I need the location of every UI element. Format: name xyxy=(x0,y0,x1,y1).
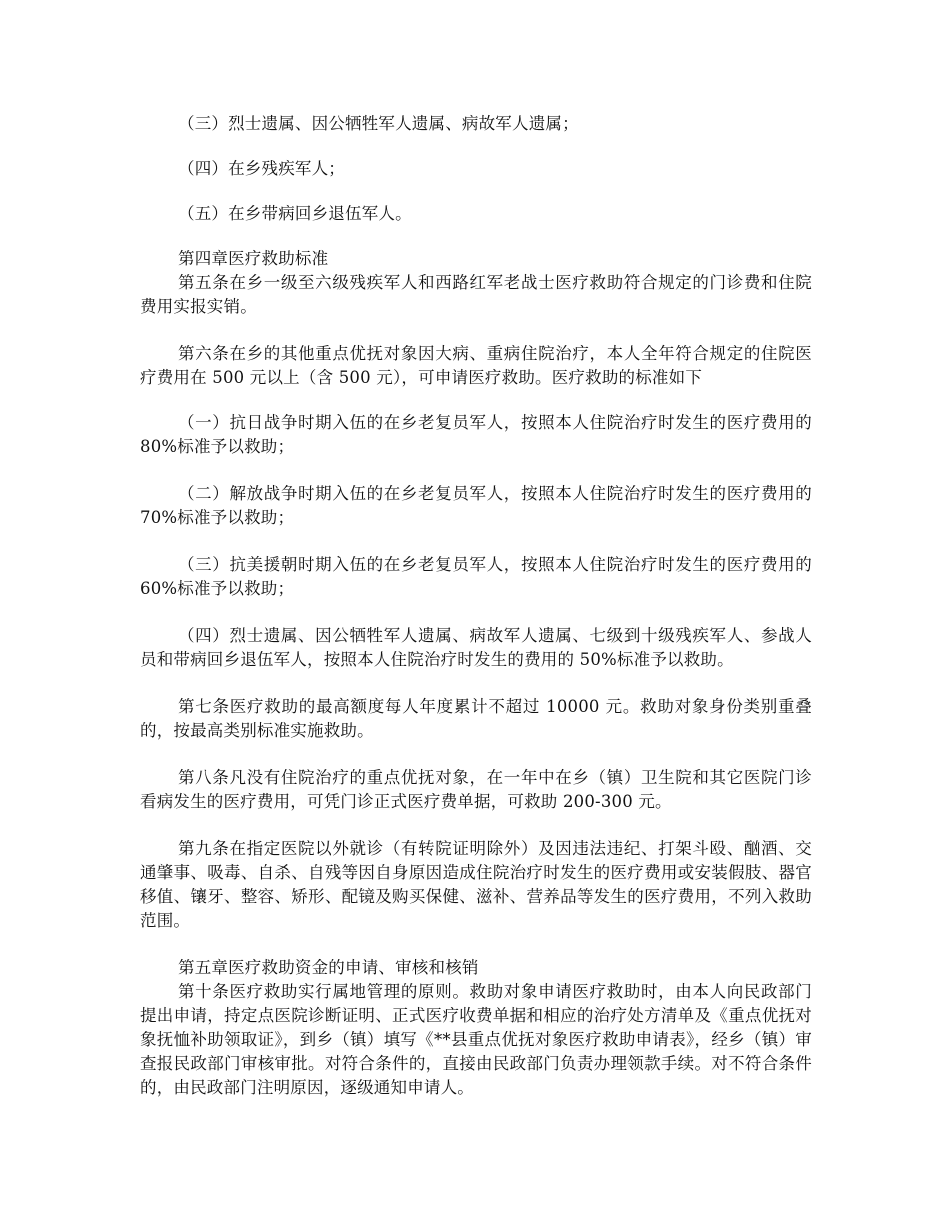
article-5: 第五条在乡一级至六级残疾军人和西路红军老战士医疗救助符合规定的门诊费和住院费用实报实销。 xyxy=(140,273,812,316)
paragraph-item-4: （四）在乡残疾军人； xyxy=(178,159,345,178)
paragraph-item-3: （三）烈士遗属、因公牺牲军人遗属、病故军人遗属； xyxy=(178,114,579,133)
article-9: 第九条在指定医院以外就诊（有转院证明除外）及因违法违纪、打架斗殴、酗酒、交通肇事、吸毒、自杀、自残等因自身原因造成住院治疗时发生的医疗费用或安装假肢、器官移值、镶牙、整容、矫形、配镜及购买保健、滋补、营养品等发生的医疗费用，不列入救助范围。 xyxy=(140,839,812,930)
chapter-heading-4: 第四章医疗救助标准 xyxy=(178,249,329,268)
article-6-item-3: （三）抗美援朝时期入伍的在乡老复员军人，按照本人住院治疗时发生的医疗费用的 60%标准予以救助； xyxy=(140,555,812,598)
paragraph-item-5: （五）在乡带病回乡退伍军人。 xyxy=(178,204,412,223)
article-10: 第十条医疗救助实行属地管理的原则。救助对象申请医疗救助时，由本人向民政部门提出申请，持定点医院诊断证明、正式医疗收费单据和相应的治疗处方清单及《重点优抚对象抚恤补助领取证》，到乡（镇）填写《**县重点优抚对象医疗救助申请表》，经乡（镇）审查报民政部门审核审批。对符合条件的，直接由民政部门负责办理领款手续。对不符合条件的，由民政部门注明原因，逐级通知申请人。 xyxy=(140,982,812,1097)
article-8: 第八条凡没有住院治疗的重点优抚对象，在一年中在乡（镇）卫生院和其它医院门诊看病发生的医疗费用，可凭门诊正式医疗费单据，可救助 200-300 元。 xyxy=(140,768,812,811)
document-body xyxy=(140,112,812,1100)
chapter-heading-5: 第五章医疗救助资金的申请、审核和核销 xyxy=(178,958,479,977)
article-7: 第七条医疗救助的最高额度每人年度累计不超过 10000 元。救助对象身份类别重叠的，按最高类别标准实施救助。 xyxy=(140,697,812,740)
article-6: 第六条在乡的其他重点优抚对象因大病、重病住院治疗，本人全年符合规定的住院医疗费用在 500 元以上（含 500 元），可申请医疗救助。医疗救助的标准如下 xyxy=(140,344,812,387)
article-6-item-4: （四）烈士遗属、因公牺牲军人遗属、病故军人遗属、七级到十级残疾军人、参战人员和带病回乡退伍军人，按照本人住院治疗时发生的费用的 50%标准予以救助。 xyxy=(140,626,812,669)
article-6-item-1: （一）抗日战争时期入伍的在乡老复员军人，按照本人住院治疗时发生的医疗费用的 80%标准予以救助； xyxy=(140,413,812,456)
article-6-item-2: （二）解放战争时期入伍的在乡老复员军人，按照本人住院治疗时发生的医疗费用的 70%标准予以救助； xyxy=(140,484,812,527)
